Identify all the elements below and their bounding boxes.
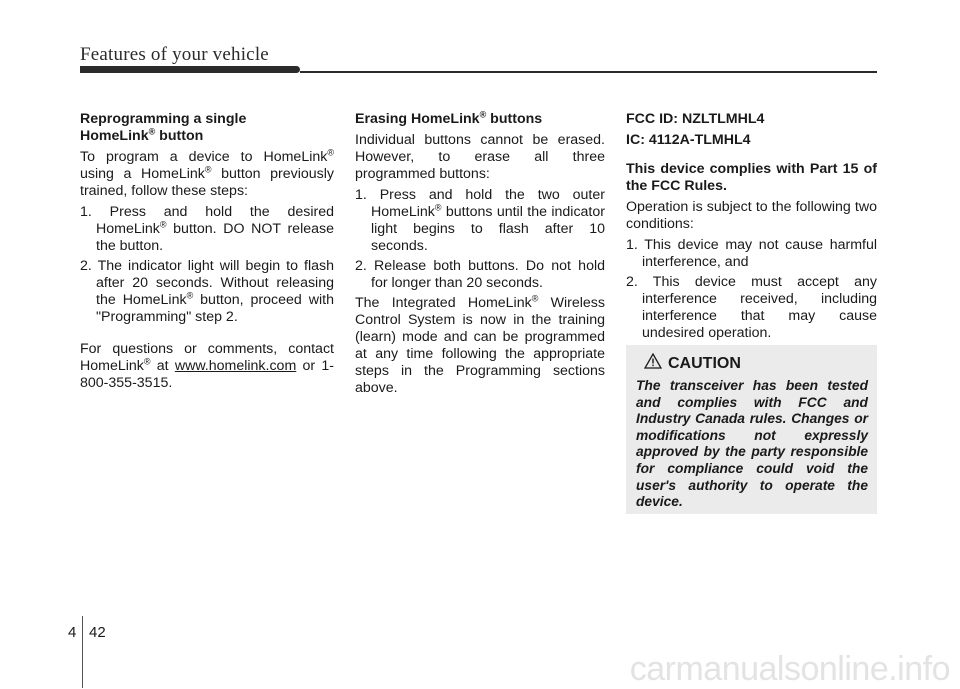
page-header-title: Features of your vehicle (80, 44, 269, 65)
paragraph-contact: For questions or comments, contact HomeLink® at www.homelink.com or 1-800-355-3515. (80, 341, 334, 391)
homelink-website-link[interactable]: www.homelink.com (174, 358, 297, 374)
footer-divider (82, 616, 83, 688)
ic-number: IC: 4112A-TLMHL4 (626, 132, 751, 148)
paragraph-operation: Operation is subject to the following two conditions: (626, 199, 877, 232)
list-item-erase-step-1: 1. Press and hold the two outer HomeLink® buttons until the indicator light begins to flash after 10 seconds. (355, 187, 605, 254)
list-item-step-1: 1. Press and hold the desired HomeLink® button. DO NOT release the button. (80, 204, 334, 254)
paragraph-erase-intro: Individual buttons cannot be erased. However, to erase all three programmed buttons: (355, 132, 605, 182)
column-reprogramming (80, 111, 334, 396)
list-item-erase-step-2: 2. Release both buttons. Do not hold for longer than 20 seconds. (355, 258, 605, 291)
watermark: carmanualsonline.info (629, 650, 950, 688)
caution-header (644, 353, 868, 374)
paragraph-erase-outro: The Integrated HomeLink® Wireless Control System is now in the training (learn) mode and can be programmed at any time following the appropriate steps in the Programming sections above. (355, 293, 605, 396)
page-number: 42 (89, 624, 106, 641)
column-fcc (626, 111, 877, 345)
header-bar (80, 66, 300, 73)
section-heading-reprogramming: Reprogramming a single HomeLink® button (80, 111, 247, 144)
header-rule (300, 71, 877, 73)
list-item-condition-1: 1. This device may not cause harmful interference, and (626, 237, 877, 270)
section-heading-erasing: Erasing HomeLink® buttons (355, 109, 543, 127)
caution-title: CAUTION (668, 354, 741, 372)
paragraph-intro: To program a device to HomeLink® using a HomeLink® button previously trained, follow these steps: (80, 147, 334, 199)
column-erasing (355, 111, 605, 401)
caution-text: The transceiver has been tested and complies with FCC and Industry Canada rules. Changes or modifications not expressly approved by the party responsible for compliance could void the user's authority to operate the device. (636, 378, 868, 510)
chapter-number: 4 (68, 624, 77, 641)
fcc-id: FCC ID: NZLTLMHL4 (626, 111, 765, 127)
list-item-condition-2: 2. This device must accept any interference received, including interference that may cause undesired operation. (626, 274, 877, 341)
list-item-step-2: 2. The indicator light will begin to flash after 20 seconds. Without releasing the HomeLink® button, proceed with "Programming" step 2. (80, 258, 334, 325)
fcc-compliance-statement: This device complies with Part 15 of the FCC Rules. (626, 161, 877, 194)
caution-box (626, 345, 877, 514)
warning-triangle-icon (644, 353, 662, 374)
